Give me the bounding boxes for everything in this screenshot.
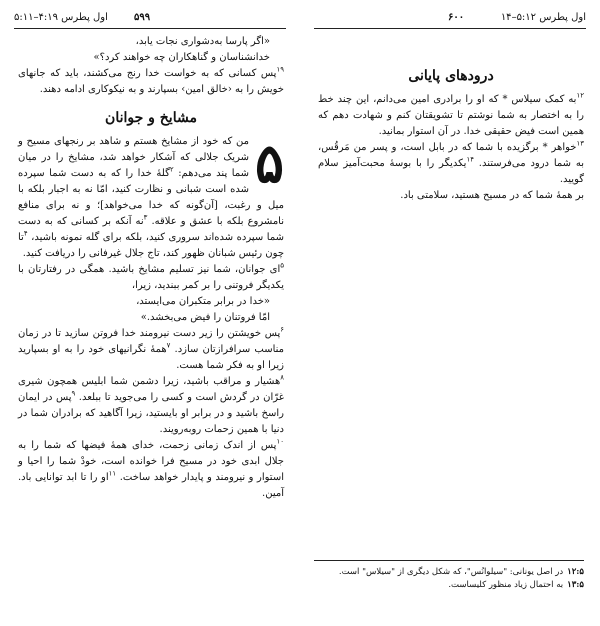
footnote-item: ۱۲:۵در اصل یونانی: "سیلوانُس"، که شکل دیگری از "سیلاس" است. <box>338 567 584 577</box>
left-header-range: اول پطرس ۴:۱۹–۵:۱۱ <box>14 12 108 23</box>
verse-9: پس در ایمان راسخ باشید و در برابر او بایستید، زیرا آگاهید که برادران شما در دنیا با همین زحمات روبه‌رویند. <box>18 392 284 435</box>
verse-7: همهٔ نگرانیهای خود را به او بسپارید زیرا او به فکر شما هست. <box>18 344 284 371</box>
right-page <box>300 0 600 626</box>
verse-19: $^{۱۹}$پس کسانی که به خواست خدا رنج می‌کشند، باید که جانهای خویش را به ‹خالق امین› بسپارند و به نیکوکاری ادامه دهند. <box>18 65 284 95</box>
verse-5: $^۵$ای جوانان، شما نیز تسلیم مشایخ باشید. همگی در رفتارتان با یکدیگر فروتنی را بر کمر ببندید، زیرا، <box>18 261 284 291</box>
verse-12: $^{۱۲}$به کمک سیلاس * که او را برادری امین می‌دانم، این چند خط را به اختصار به شما نوشتم تا تشویقتان کنم و شهادت دهم که همین است فیض حقیقی خدا. در آن استوار بمانید. <box>318 91 584 137</box>
verse-13: خواهر * برگزیده با شما که در بابل است، و پسر من مَرقُس، به شما درود می‌فرستند. <box>318 142 584 169</box>
poem-line: خدانشناسان و گناهکاران چه خواهند کرد؟» <box>93 52 270 63</box>
verse-10: پس از اندک زمانی زحمت، خدای همهٔ فیضها که شما را به جلال ابدی خود در مسیح فرا خوانده است، خودْ شما را احیا و استوار و نیرومند و پایدار خواهد ساخت. <box>18 440 284 483</box>
verses-10-11: $^{۱۰}$پس از اندک زمانی زحمت، خدای همهٔ فیضها که شما را به جلال ابدی خود در مسیح فرا خوانده است، خودْ شما را احیا و استوار و نیرومند و پایدار خواهد ساخت. $^{۱۱}$او را تا ابد توانایی باد. آمین. <box>18 437 284 499</box>
footnotes <box>318 566 584 592</box>
left-column-text <box>18 34 284 502</box>
left-page-number: ۵۹۹ <box>134 12 151 23</box>
poem-line: «خدا در برابر متکبران می‌ایستد، <box>136 296 270 307</box>
verses-13-14: $^{۱۳}$خواهر * برگزیده با شما که در بابل است، و پسر من مَرقُس، به شما درود می‌فرستند. $^{۱۴}$یکدیگر را با بوسهٔ محبت‌آمیز سلام گویید. <box>318 139 584 185</box>
right-page-number: ۶۰۰ <box>448 12 465 23</box>
verses-8-9: $^۸$هشیار و مراقب باشید، زیرا دشمن شما ابلیس همچون شیری غرّان در گردش است و کسی را می‌جوید تا ببلعد. $^۹$پس در ایمان راسخ باشید و در برابر او بایستید، زیرا آگاهید که برادران شما در دنیا با همین زحمات روبه‌رویند. <box>18 373 284 435</box>
poem-quote-2 <box>18 294 284 326</box>
verse-11: او را تا ابد توانایی باد. آمین. <box>18 472 284 499</box>
poem-quote-1 <box>18 34 284 66</box>
verse-2: گلهٔ خدا را که به دست شما سپرده شده است شبانی و نظارت کنید، امّا نه به اجبار بلکه با میل و رغبت، [آن‌گونه که خدا می‌خواهد]؛ و نه برای منافع نامشروع بلکه با عشق و علاقه. <box>18 168 285 227</box>
verse-1: من که خود از مشایخ هستم و شاهد بر رنجهای مسیح و شریک جلالی که آشکار خواهد شد، مشایخ را در میان شما پند می‌دهم: $^۲$گلهٔ خدا را که به دست شما سپرده شده است شبانی و نظارت کنید، امّا نه به اجبار بلکه با میل و رغبت، [آن‌گونه که خدا می‌خواهد]؛ و نه برای منافع نامشروع بلکه با عشق و علاقه. $^۳$نه آنکه بر کسانی که به دست شما سپرده شده‌اند سروری کنید، بلکه برای گله نمونه باشید، $^۴$تا چون رئیس شبانان ظهور کند، تاج جلال غیرفانی را دریافت کنید. <box>18 136 285 259</box>
poem-line: «اگر پارسا به‌دشواری نجات یابد، <box>135 36 270 47</box>
right-running-header <box>314 10 586 29</box>
right-header-range: اول پطرس ۵:۱۲–۱۴ <box>500 12 586 23</box>
left-running-header <box>14 10 286 29</box>
verse-14: یکدیگر را با بوسهٔ محبت‌آمیز سلام گویید. <box>318 158 584 185</box>
footnote-item: ۱۳:۵به احتمال زیاد منظور کلیساست. <box>448 580 584 590</box>
section-title-elders: مشایخ و جوانان <box>105 110 197 126</box>
verse-3: نه آنکه بر کسانی که به دست شما سپرده شده‌اند سروری کنید، بلکه برای گله نمونه باشید، <box>18 216 284 243</box>
poem-line: امّا فروتنان را فیض می‌بخشد.» <box>140 312 270 323</box>
footnote-divider <box>314 560 584 561</box>
closing-blessing: بر همهٔ شما که در مسیح هستید، سلامتی باد. <box>400 190 584 201</box>
verse-4: تا چون رئیس شبانان ظهور کند، تاج جلال غیرفانی را دریافت کنید. <box>18 232 284 259</box>
verse-8: هشیار و مراقب باشید، زیرا دشمن شما ابلیس همچون شیری غرّان در گردش است و کسی را می‌جوید تا ببلعد. <box>18 376 284 403</box>
chapter-5 <box>18 131 285 262</box>
verses-6-7: $^۶$پس خویشتن را زیر دست نیرومند خدا فروتن سازید تا در زمان مناسب سرافرازتان سازد. $^۷$همهٔ نگرانیهای خود را به او بسپارید زیرا او به فکر شما هست. <box>18 325 284 371</box>
chapter-number: ۵ <box>254 131 284 195</box>
verse-6: پس خویشتن را زیر دست نیرومند خدا فروتن سازید تا در زمان مناسب سرافرازتان سازد. <box>18 328 284 355</box>
right-column-text <box>318 56 584 204</box>
section-title-final-greetings: درودهای پایانی <box>408 68 494 84</box>
